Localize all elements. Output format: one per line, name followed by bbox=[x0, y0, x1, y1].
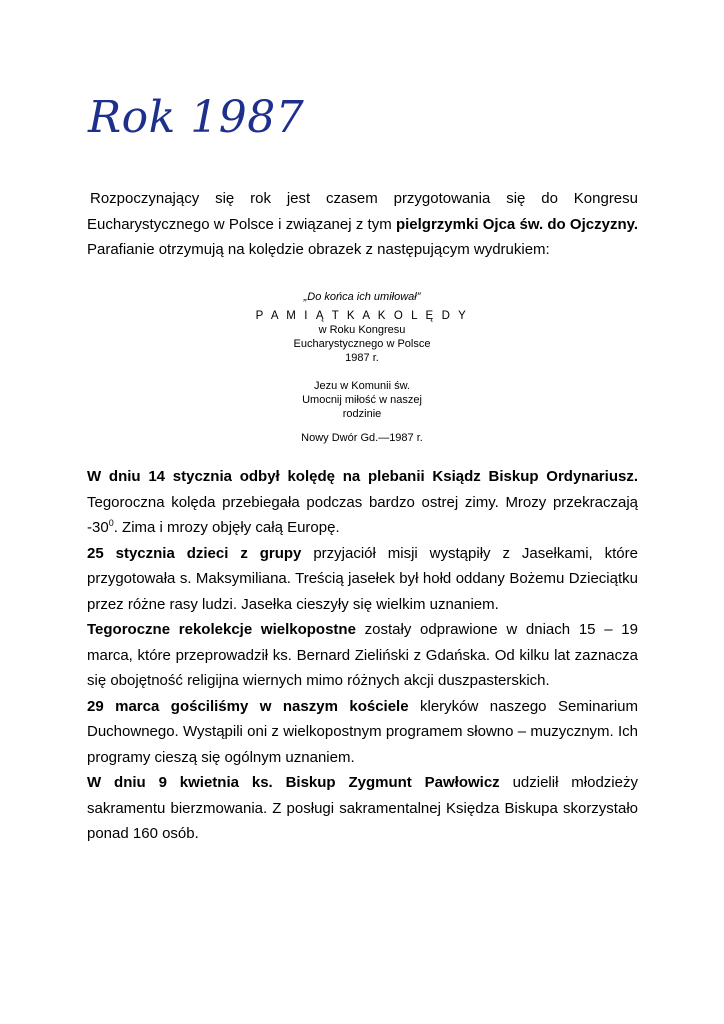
paragraph-bierzmowanie bbox=[87, 770, 638, 847]
print-spacer bbox=[212, 365, 512, 379]
print-motto: „Do końca ich umiłował” bbox=[303, 291, 421, 303]
paragraph-seminarium bbox=[87, 694, 638, 771]
paragraph-bold-lead: 29 marca gościliśmy w naszym kościele bbox=[87, 697, 409, 715]
paragraph-koleda bbox=[87, 464, 638, 541]
paragraph-text: Tegoroczna kolęda przebiegała podczas bardzo ostrej zimy. Mrozy przekraczają -30 bbox=[87, 493, 638, 536]
print-line-1: w Roku Kongresu bbox=[318, 324, 406, 336]
main-section bbox=[87, 464, 638, 847]
intro-section bbox=[87, 186, 638, 263]
paragraph-text: przyjaciół misji wystąpiły z Jasełkami, które przygotowała s. Maksymiliana. Treścią jasełek był hołd oddany Bożemu Dzieciątku przez różne rasy ludzi. Jasełka cieszyły się wielkim uznaniem. bbox=[87, 544, 638, 613]
print-heading: P A M I Ą T K A K O L Ę D Y bbox=[255, 310, 469, 322]
intro-text-2: Parafianie otrzymują na kolędzie obrazek z następującym wydrukiem: bbox=[87, 241, 550, 258]
intro-paragraph bbox=[87, 186, 638, 263]
paragraph-text: udzielił młodzieży sakramentu bierzmowania. Z posługi sakramentalnej Księdza Biskupa skorzystało ponad 160 osób. bbox=[87, 774, 638, 842]
intro-bold-pilgrimage: pielgrzymki Ojca św. do Ojczyzny. bbox=[395, 215, 639, 233]
paragraph-bold-lead: Tegoroczne rekolekcje wielkopostne bbox=[87, 621, 356, 638]
degree-superscript: 0 bbox=[108, 518, 114, 528]
print-line-4: Jezu w Komunii św. bbox=[314, 380, 410, 392]
page-title: Rok 1987 bbox=[88, 92, 305, 143]
print-line-5: Umocnij miłość w naszej bbox=[302, 394, 422, 406]
paragraph-text: kleryków naszego Seminarium Duchownego. Wystąpili oni z wielkopostnym programem słowno – muzycznym. Ich programy cieszą się ogólnym uznaniem. bbox=[87, 697, 638, 766]
print-line-7: Nowy Dwór Gd.—1987 r. bbox=[301, 432, 423, 444]
intro-text-1: Rozpoczynający się rok jest czasem przygotowania się do Kongresu Eucharystycznego w Polsce i związanej z tym bbox=[87, 190, 638, 233]
paragraph-bold-lead: W dniu 14 stycznia odbył kolędę na plebanii Ksiądz Biskup Ordynariusz. bbox=[87, 468, 638, 485]
paragraph-text: . Zima i mrozy objęły całą Europę. bbox=[113, 519, 340, 536]
paragraph-bold-lead: 25 stycznia dzieci z grupy bbox=[87, 544, 302, 562]
print-line-2: Eucharystycznego w Polsce bbox=[293, 338, 431, 350]
print-line-3: 1987 r. bbox=[345, 352, 379, 364]
paragraph-text: zostały odprawione w dniach 15 – 19 marca, które przeprowadził ks. Bernard Zieliński z Gdańska. Od kilku lat zaznacza się obojętność religijna wiernych mimo różnych akcji duszpasterskich. bbox=[87, 621, 638, 689]
paragraph-bold-lead: W dniu 9 kwietnia ks. Biskup Zygmunt Pawłowicz bbox=[87, 774, 500, 791]
paragraph-jaselka bbox=[87, 541, 638, 618]
print-line-6: rodzinie bbox=[342, 408, 382, 420]
holy-card-print bbox=[212, 290, 512, 445]
print-spacer bbox=[212, 421, 512, 431]
paragraph-rekolekcje bbox=[87, 617, 638, 694]
